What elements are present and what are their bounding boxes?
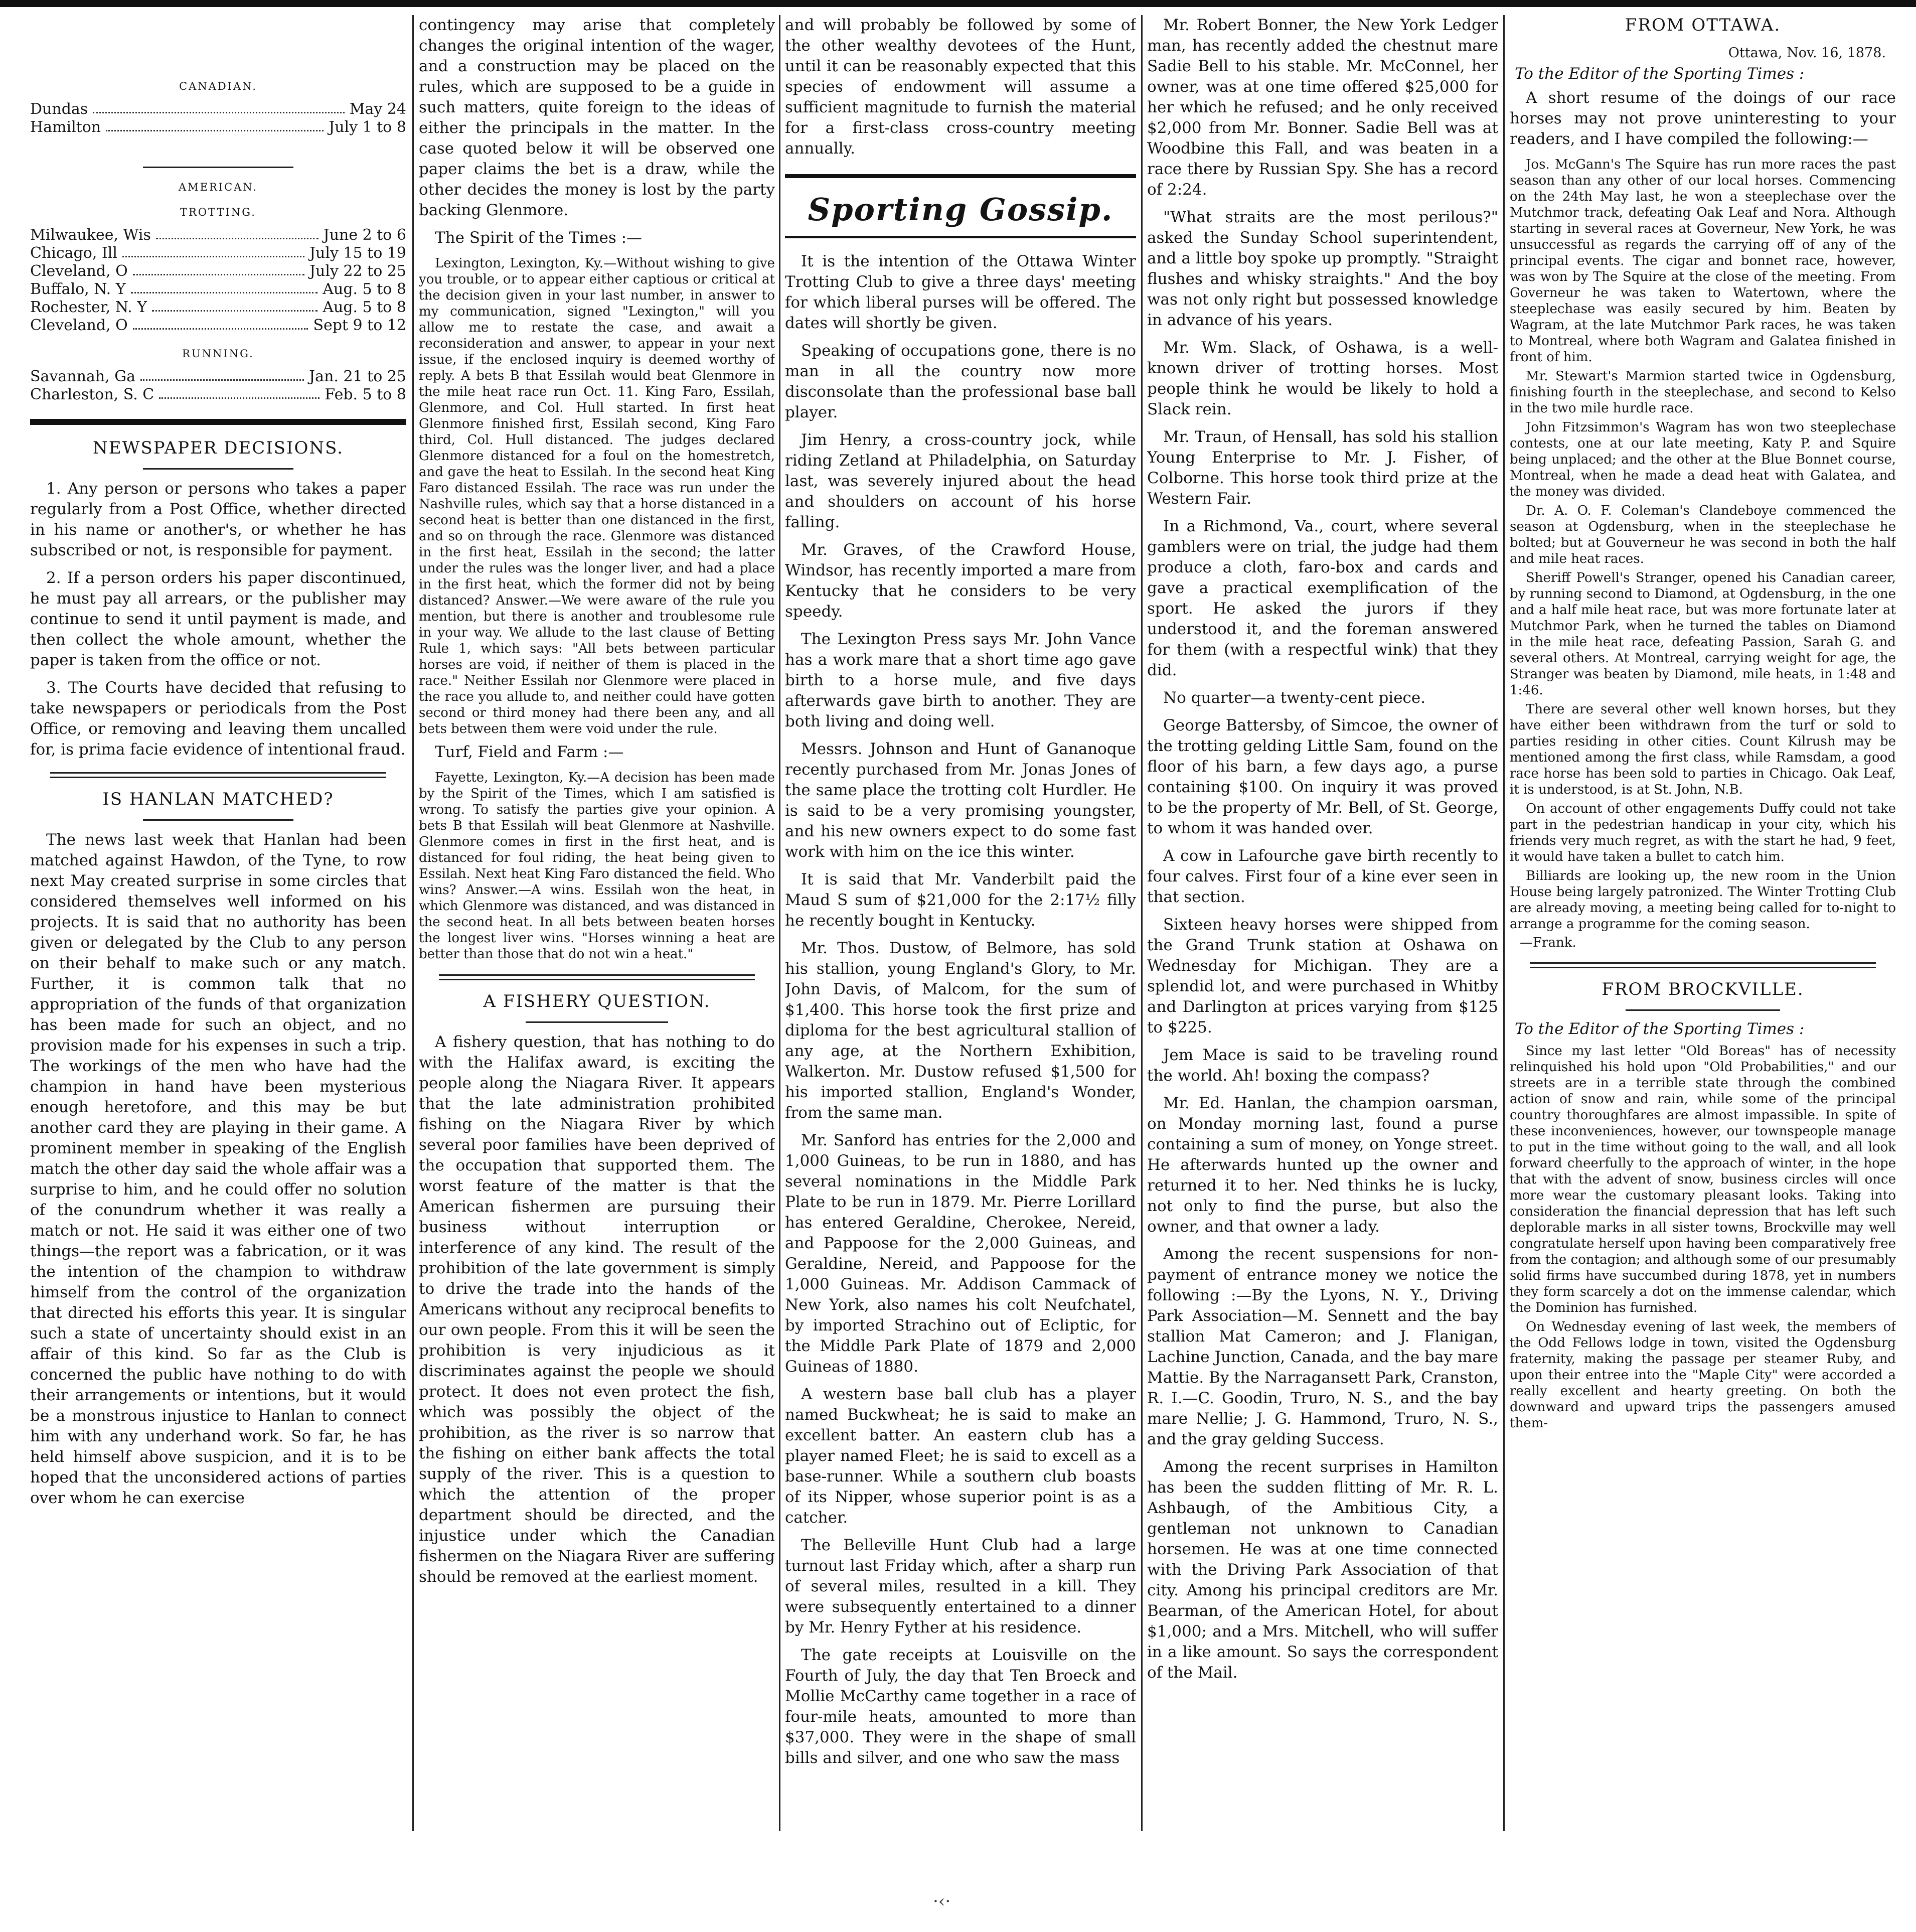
hanlan-article: The news last week that Hanlan had been matched against Hawdon, of the Tyne, to row next May created surprise in some circles that considered themselves well informed on his projects. It is said that no authority has been given or delegated by the Club to any person on their behalf to make such or any match. Further, it is common talk that no appropriation of the funds of that organization has been made for such an object, and no provision made for his expenses in such a trip. The workings of the men who have had the champion in hand have been mysterious enough heretofore, and this may be but another card they are playing in their game. A prominent member in speaking of the English match the other day said the whole affair was a surprise to him, and he could offer no solution of the conundrum whether it was really a match or not. He said it was either one of two things—the report was a fabrication, or it was the intention of the champion to withdraw himself from the control of the organization that directed his efforts this year. It is singular such a state of uncertainty should exist in an affair of this kind. So far as the Club is concerned the public have nothing to do with their arrangements or intentions, but it would be a monstrous injustice to Hanlan to connect him with any underhand work. So far, he has held himself above suspicion, and it is to be hoped that the unconsidered actions of parties over whom he can exercise <box>30 831 406 1507</box>
ottawa-salutation: To the Editor of the Sporting Times : <box>1515 65 1805 83</box>
ottawa-paragraph: On account of other engagements Duffy could not take part in the pedestrian handicap in your city, which his friends very much regret, as with the start he had, 9 feet, it would have taken a bullet to catch him. <box>1510 801 1896 864</box>
fishery-article: A fishery question, that has nothing to do with the Halifax award, is exciting the people along the Niagara River. It appears that the late administration prohibited fishing on the Niagara River by which several poor families have been deprived of the occupation that supported them. The worst feature of the matter is that the American fishermen are pursuing their business without interruption or interference of any kind. The result of the prohibition of the late government is simply to drive the trade into the hands of the Americans without any reciprocal benefits to our own people. From this it will be seen the prohibition is very injudicious as it discriminates against the people we should protect. It does not even protect the fish, which was possibly the object of the prohibition, as the river is so narrow that the fishing on either bank affects the total supply of the river. This is a question to which the attention of the proper department should be directed, and the injustice under which the Canadian fishermen on the Niagara River are suffering should be removed at the earliest moment. <box>419 1033 775 1586</box>
gossip-item: Mr. Robert Bonner, the New York Ledger man, has recently added the chestnut mare Sadie Bell to his stable. Mr. McConnel, her owner, was at one time offered $25,000 for her which he refused; and he only received $2,000 from Mr. Bonner. Sadie Bell was at Woodbine this Fall, and was beaten in a race there by Russian Spy. She has a record of 2:24. <box>1147 16 1498 199</box>
gossip-item: Jim Henry, a cross-country jock, while riding Zetland at Philadelphia, on Saturday last, was severely injured about the head and shoulders on account of his horse falling. <box>785 431 1136 531</box>
trotting-label: TROTTING. <box>180 206 256 218</box>
column-4 <box>1147 15 1498 1690</box>
thick-rule <box>785 174 1136 178</box>
fixture-row: Chicago, Ill July 15 to 19 <box>30 244 406 262</box>
gossip-item: Speaking of occupations gone, there is no man in all the country now more disconsolate than the professional base ball player. <box>785 342 1136 421</box>
gossip-item: Messrs. Johnson and Hunt of Gananoque recently purchased from Mr. Jonas Jones of the same place the trotting colt Hurdler. He is said to be a very promising youngster, and his new owners expect to do some fast work with him on the ice this winter. <box>785 740 1136 861</box>
divider <box>143 167 293 168</box>
top-rule <box>0 0 1916 7</box>
fishery-title: A FISHERY QUESTION. <box>483 991 711 1011</box>
brockville-title: FROM BROCKVILLE. <box>1602 979 1804 999</box>
gossip-item: A cow in Lafourche gave birth recently to four calves. First four of a kine ever seen in that section. <box>1147 847 1498 906</box>
column-rule <box>1141 15 1143 1831</box>
gossip-item: George Battersby, of Simcoe, the owner of the trotting gelding Little Sam, found on the floor of his barn, a few days ago, a purse containing $100. On inquiry it was proved to be the property of Mr. Bell, of St. George, to whom it was handed over. <box>1147 716 1498 837</box>
decision-paragraph: 2. If a person orders his paper discontinued, he must pay all arrears, or the publisher may continue to send it until payment is made, and then collect the whole amount, whether the paper is taken from the office or not. <box>30 569 406 669</box>
divider <box>526 1021 668 1023</box>
ottawa-paragraph: John Fitzsimmon's Wagram has won two steeplechase contests, one at our late meeting, Katy P. and Squire being unplaced; and the other at the Blue Bonnet course, Montreal, when he made a dead heat with Galatea, and the money was divided. <box>1510 420 1896 499</box>
running-label: RUNNING. <box>182 348 254 360</box>
gossip-item: The Belleville Hunt Club had a large turnout last Friday which, after a sharp run of several miles, resulted in a kill. They were subsequently entertained to a dinner by Mr. Henry Fyther at his residence. <box>785 1536 1136 1637</box>
decision-paragraph: 1. Any person or persons who takes a paper regularly from a Post Office, whether directed in his name or another's, or whether he has subscribed or not, is responsible for payment. <box>30 480 406 559</box>
divider <box>143 468 293 470</box>
ottawa-paragraph: Jos. McGann's The Squire has run more races the past season than any other of our local horses. Commencing on the 24th May last, he won a steeplechase over the Mutchmor track, defeating Oak Leaf and Nora. Although starting in several races at Governeur, New York, he was unsuccessful as regards the carrying off of any of the principal events. The cigar and bonnet race, however, was won by The Squire at the close of the meeting. From Governeur he was taken to Watertown, where the steeplechase was easily secured by him. Beaten by Wagram, at the late Mutchmor Park races, he was taken to Montreal, where both Wagram and Galatea finished in front of him. <box>1510 157 1896 365</box>
fixture-row: Hamilton July 1 to 8 <box>30 118 406 136</box>
gossip-item: Mr. Sanford has entries for the 2,000 and 1,000 Guineas, to be run in 1880, and has several nominations in the Middle Park Plate to be run in 1879. Mr. Pierre Lorillard has entered Geraldine, Cherokee, Nereid, and Pappoose for the 2,000 Guineas, and Geraldine, Nereid, and Pappoose for the 1,000 Guineas. Mr. Addison Cammack of New York, also names his colt Neufchatel, by imported Strachino out of Ecliptic, for the Middle Park Plate of 1879 and 2,000 Guineas of 1880. <box>785 1131 1136 1376</box>
ottawa-paragraph: Sheriff Powell's Stranger, opened his Canadian career, by running second to Diamond, at Ogdensburg, in the one and a half mile heat race, but was more fortunate later at Mutchmor Park, when he turned the tables on Diamond in the mile heat race, defeating Passion, Sarah G. and several others. At Montreal, carrying weight for age, the Stranger was beaten by Diamond, mile heats, in 1:48 and 1:46. <box>1510 570 1896 698</box>
betting-intro: contingency may arise that completely changes the original intention of the wager, and a construction may be placed on the rules, which are supposed to be a guide in such matters, quite foreign to the ideas of either the principals in the matter. In the case quoted below it will be observed one paper claims the bet is a draw, while the other decides the money is lost by the party backing Glenmore. <box>419 16 775 219</box>
gossip-item: No quarter—a twenty-cent piece. <box>1163 689 1426 707</box>
gossip-item: Mr. Ed. Hanlan, the champion oarsman, on Monday morning last, found a purse containing a sum of money, on Yonge street. He afterwards hunted up the owner and returned it to her. Ned thinks he is lucky, not only to find the purse, but also the owner, and that owner a lady. <box>1147 1094 1498 1236</box>
american-label: AMERICAN. <box>178 181 258 193</box>
ottawa-signature: —Frank. <box>1520 935 1576 950</box>
column-rule <box>1503 15 1505 1831</box>
ottawa-paragraph: There are several other well known horses, but they have either been withdrawn from the turf or sold to parties residing in other cities. Count Kilrush may be mentioned among the first class, while Ramsdam, a good race horse has been sold to parties in Chicago. Oak Leaf, it is understood, is at St. John, N.B. <box>1510 702 1896 797</box>
thick-rule <box>30 419 406 425</box>
decision-paragraph: 3. The Courts have decided that refusing to take newspapers or periodicals from the Post Office, or removing and leaving them uncalled for, is prima facie evidence of intentional fraud. <box>30 679 406 759</box>
brockville-paragraph: On Wednesday evening of last week, the members of the Odd Fellows lodge in town, visited the Ogdensburg fraternity, making the passage per steamer Ruby, and upon their entree into the "Maple City" were accorded a really excellent and hearty greeting. On both the downward and upward trips the passengers amused them- <box>1510 1319 1896 1431</box>
fixture-row: Cleveland, O Sept 9 to 12 <box>30 317 406 334</box>
column-3 <box>785 15 1136 1775</box>
double-rule <box>1530 962 1876 968</box>
ottawa-paragraph: Mr. Stewart's Marmion started twice in Ogdensburg, finishing fourth in the steeplechase, and second to Kelso in the two mile hurdle race. <box>1510 369 1896 416</box>
fixture-row: Cleveland, O July 22 to 25 <box>30 262 406 280</box>
double-rule <box>439 974 755 980</box>
ottawa-paragraph: Dr. A. O. F. Coleman's Clandeboye commenced the season at Ogdensburg, when in the steeplechase he bolted; but at Gouverneur he was second in both the half and mile heat races. <box>1510 503 1896 566</box>
smudge-mark: ·‹· <box>933 1891 951 1911</box>
hanlan-title: IS HANLAN MATCHED? <box>102 789 334 809</box>
spirit-letter: Lexington, Lexington, Ky.—Without wishing to give you trouble, or to appear either captious or critical at the decision given in your last number, in answer to my communication, signed "Lexington," will you allow me to restate the case, and await a reconsideration and answer, to appear in your next issue, if the enclosed inquiry is deemed worthy of reply. A bets B that Essilah would beat Glenmore in the mile heat race run Oct. 11. King Faro, Essilah, Glenmore, and Col. Hull started. In first heat Glenmore finished first, Essilah second, King Faro third, Col. Hull distanced. The judges declared Glenmore distanced for a foul on the homestretch, and gave the heat to Essilah. In the second heat King Faro distanced Essilah. The race was run under the Nashville rules, which say that a horse distanced in a second heat is better than one distanced in the first, and so on through the race. Glenmore was distanced in the first heat, Essilah in the second; the latter under the rules was the longer liver, and had a place in the first heat, which the former did not by being distanced? Answer.—We were aware of the rule you mention, but there is another and troublesome rule in your way. We allude to the last clause of Betting Rule 1, which says: "All bets between particular horses are void, if neither of them is placed in the race." Neither Essilah nor Glenmore were placed in the race you allude to, and neither could have gotten second or third money had there been any, and all bets between them were void under the rule. <box>419 256 775 736</box>
fixture-row: Milwaukee, Wis June 2 to 6 <box>30 226 406 244</box>
gossip-item: Jem Mace is said to be traveling round the world. Ah! boxing the compass? <box>1147 1046 1498 1085</box>
double-rule <box>50 772 386 778</box>
fixture-row: Dundas May 24 <box>30 100 406 118</box>
fixture-row: Buffalo, N. Y Aug. 5 to 8 <box>30 280 406 298</box>
fixture-row: Rochester, N. Y Aug. 5 to 8 <box>30 299 406 316</box>
column-rule <box>779 15 780 1831</box>
column-1 <box>30 15 406 1516</box>
column-2 <box>419 15 775 1594</box>
fixture-row: Savannah, Ga Jan. 21 to 25 <box>30 368 406 385</box>
gossip-item: Mr. Wm. Slack, of Oshawa, is a well-known driver of trotting horses. Most people think he would be likely to hold a Slack rein. <box>1147 339 1498 418</box>
ottawa-intro: A short resume of the doings of our race horses may not prove uninteresting to your readers, and I have compiled the following:— <box>1510 89 1896 148</box>
hunt-intro: and will probably be followed by some of the other wealthy devotees of the Hunt, until it can be reasonably expected that this species of endowment will assume a sufficient magnitude to furnish the material for a first-class cross-country meeting annually. <box>785 16 1136 158</box>
gossip-item: Mr. Thos. Dustow, of Belmore, has sold his stallion, young England's Glory, to Mr. John Davis, of Malcom, for the sum of $1,400. This horse took the first prize and diploma for the best agricultural stallion of any age, at the Northern Exhibition, Walkerton. Mr. Dustow refused $1,500 for his imported stallion, England's Wonder, from the same man. <box>785 939 1136 1122</box>
gossip-item: A western base ball club has a player named Buckwheat; he is said to make an excellent batter. An eastern club has a player named Fleet; he is said to excell as a base-runner. While a southern club boasts of its Nipper, whose superior point is as a catcher. <box>785 1385 1136 1527</box>
gossip-item: Mr. Traun, of Hensall, has sold his stallion Young Enterprise to Mr. J. Fisher, of Colborne. This horse took third prize at the Western Fair. <box>1147 428 1498 508</box>
gossip-item: Mr. Graves, of the Crawford House, Windsor, has recently imported a mare from Kentucky that he considers to be very speedy. <box>785 541 1136 621</box>
gossip-item: It is said that Mr. Vanderbilt paid the Maud S sum of $21,000 for the 2:17½ filly he recently bought in Kentucky. <box>785 870 1136 930</box>
brockville-paragraph: Since my last letter "Old Boreas" has of necessity relinquished his hold upon "Old Probabilities," and our streets are in a terrible state through the combined action of snow and rain, while some of the principal country thoroughfares are almost impassible. In spite of these inconveniences, however, our townspeople manage to put in the time without going to the wall, and all look forward cheerfully to the approach of winter, in the hope that with the advent of snow, business circles will once more wear the customary pleasant looks. Taking into consideration the financial depression that has left such deplorable marks in all sister towns, Brockville may well congratulate herself upon having been comparatively free from the contagion; and although some of our presumably solid firms have succumbed during 1878, yet in numbers they form scarcely a dot on the immense calendar, which the Dominion has furnished. <box>1510 1044 1896 1315</box>
gossip-item: Sixteen heavy horses were shipped from the Grand Trunk station at Oshawa on Wednesday for Michigan. They are a splendid lot, and were purchased in Whitby and Darlington at prices varying from $125 to $225. <box>1147 916 1498 1036</box>
ottawa-dateline: Ottawa, Nov. 16, 1878. <box>1728 45 1886 61</box>
divider <box>143 819 293 821</box>
gossip-item: "What straits are the most perilous?" asked the Sunday School superintendent, and a little boy spoke up promptly. "Straight flushes and whisky straights." And the boy was not only right but possessed knowledge in advance of his years. <box>1147 208 1498 329</box>
column-5 <box>1510 15 1896 1434</box>
gossip-title: Sporting Gossip. <box>808 191 1113 228</box>
gossip-item: It is the intention of the Ottawa Winter Trotting Club to give a three days' meeting for which liberal purses will be offered. The dates will shortly be given. <box>785 252 1136 332</box>
spirit-heading: The Spirit of the Times :— <box>435 229 643 247</box>
gossip-item: The Lexington Press says Mr. John Vance has a work mare that a short time ago gave birth to a horse mule, and five days afterwards gave birth to another. They are both living and doing well. <box>785 630 1136 730</box>
decisions-title: NEWSPAPER DECISIONS. <box>93 438 344 458</box>
ottawa-title: FROM OTTAWA. <box>1625 15 1781 35</box>
turf-letter: Fayette, Lexington, Ky.—A decision has been made by the Spirit of the Times, which I am satisfied is wrong. To satisfy the parties give your opinion. A bets B that Essilah will beat Glenmore at Nashville. Glenmore comes in first in the first heat, and is distanced for foul riding, the heat being given to Essilah. Next heat King Faro distanced the field. Who wins? Answer.—A wins. Essilah won the heat, in which Glenmore was distanced, and was distanced in the second heat. In all bets between beaten horses the longest liver wins. "Horses winning a heat are better than those that do not win a heat." <box>419 770 775 962</box>
gossip-item: Among the recent surprises in Hamilton has been the sudden flitting of Mr. R. L. Ashbaugh, of the Ambitious City, a gentleman not unknown to Canadian horsemen. He was at one time connected with the Driving Park Association of that city. Among his principal creditors are Mr. Bearman, of the American Hotel, for about $1,000; and a Mrs. Mitchell, who will suffer in a like amount. So says the correspondent of the Mail. <box>1147 1458 1498 1682</box>
fixture-row: Charleston, S. C Feb. 5 to 8 <box>30 386 406 403</box>
canadian-label: CANADIAN. <box>179 80 257 92</box>
ottawa-paragraph: Billiards are looking up, the new room in the Union House being largely patronized. The Winter Trotting Club are already moving, a meeting being called for to-night to arrange a programme for the coming season. <box>1510 868 1896 932</box>
brockville-salutation: To the Editor of the Sporting Times : <box>1515 1020 1805 1038</box>
gossip-item: The gate receipts at Louisville on the Fourth of July, the day that Ten Broeck and Mollie McCarthy came together in a race of four-mile heats, amounted to more than $37,000. They were in the shape of small bills and silver, and one who saw the mass <box>785 1646 1136 1767</box>
thick-rule <box>785 236 1136 238</box>
turf-heading: Turf, Field and Farm :— <box>435 743 624 761</box>
column-rule <box>412 15 414 1831</box>
divider <box>1626 1009 1780 1011</box>
gossip-item: Among the recent suspensions for non-payment of entrance money we notice the following :—By the Lyons, N. Y., Driving Park Association—M. Sennett and the bay stallion Mat Cameron; and J. Flanigan, Lachine Junction, Canada, and the bay mare Mattie. By the Narragansett Park, Cranston, R. I.—C. Goodin, Truro, N. S., and the bay mare Nellie; J. G. Hammond, Truro, N. S., and the gray gelding Success. <box>1147 1245 1498 1448</box>
gossip-item: In a Richmond, Va., court, where several gamblers were on trial, the judge had them produce a cloth, faro-box and cards and gave a practical exemplification of the sport. He asked the jurors if they understood it, and the foreman answered for them (with a respectful wink) that they did. <box>1147 517 1498 679</box>
